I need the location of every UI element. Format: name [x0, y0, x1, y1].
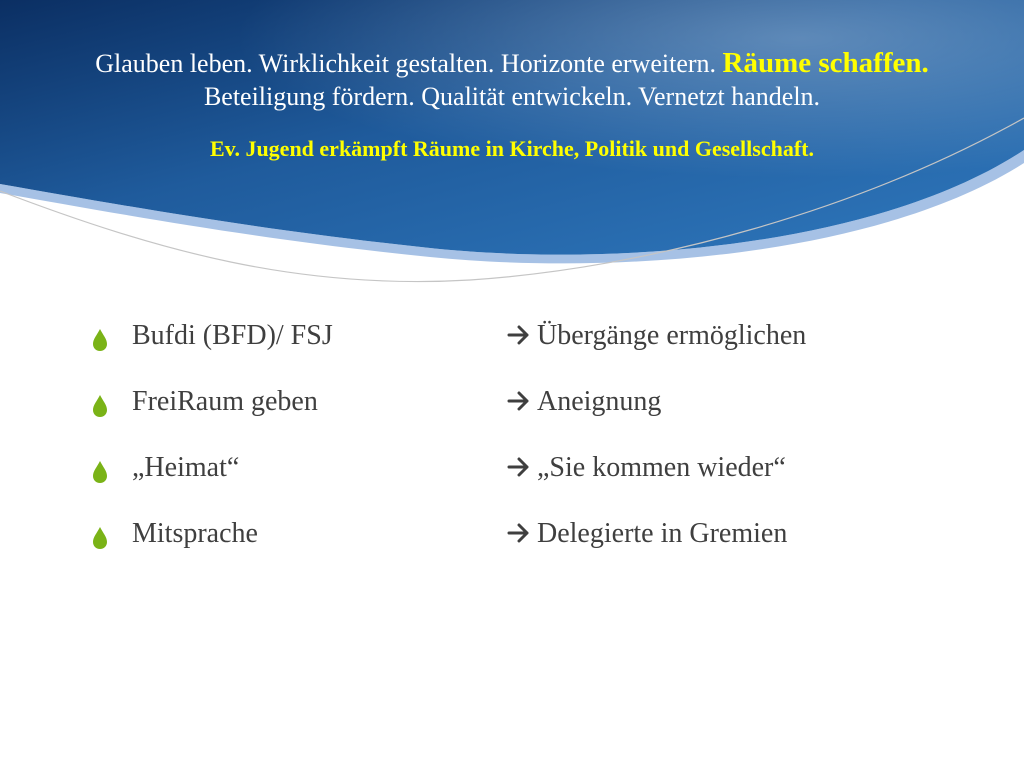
water-drop-icon	[90, 526, 110, 550]
bullet-list	[90, 316, 970, 580]
bullet-result	[507, 316, 806, 356]
bullet-result-text: Aneignung	[537, 386, 662, 417]
bullet-item	[90, 382, 970, 448]
bullet-item	[90, 316, 970, 382]
bullet-label: Mitsprache	[132, 518, 258, 549]
bullet-item	[90, 448, 970, 514]
bullet-result-text: Übergänge ermöglichen	[537, 320, 807, 351]
bullet-label: FreiRaum geben	[132, 386, 318, 417]
bullet-item	[90, 514, 970, 580]
bullet-label: Bufdi (BFD)/ FSJ	[132, 320, 333, 351]
header-line-1-text: Glauben leben. Wirklichkeit gestalten. Horizonte erweitern.	[95, 49, 723, 78]
water-drop-icon	[90, 328, 110, 352]
right-arrow-icon	[507, 456, 531, 478]
header-tagline: Ev. Jugend erkämpft Räume in Kirche, Politik und Gesellschaft.	[209, 136, 814, 161]
header-text	[0, 46, 1024, 163]
right-arrow-icon	[507, 390, 531, 412]
header-line-1	[0, 46, 1024, 81]
right-arrow-icon	[507, 324, 531, 346]
right-arrow-icon	[507, 522, 531, 544]
bullet-result	[507, 514, 787, 554]
header-line-2: Beteiligung fördern. Qualität entwickeln. Vernetzt handeln.	[203, 82, 821, 111]
bullet-result	[507, 382, 661, 422]
header-accent-text: Räume schaffen.	[722, 47, 929, 79]
bullet-result	[507, 448, 786, 488]
bullet-result-text: Delegierte in Gremien	[537, 518, 788, 549]
bullet-label: „Heimat“	[132, 452, 240, 483]
water-drop-icon	[90, 394, 110, 418]
water-drop-icon	[90, 460, 110, 484]
bullet-result-text: „Sie kommen wieder“	[537, 452, 786, 483]
